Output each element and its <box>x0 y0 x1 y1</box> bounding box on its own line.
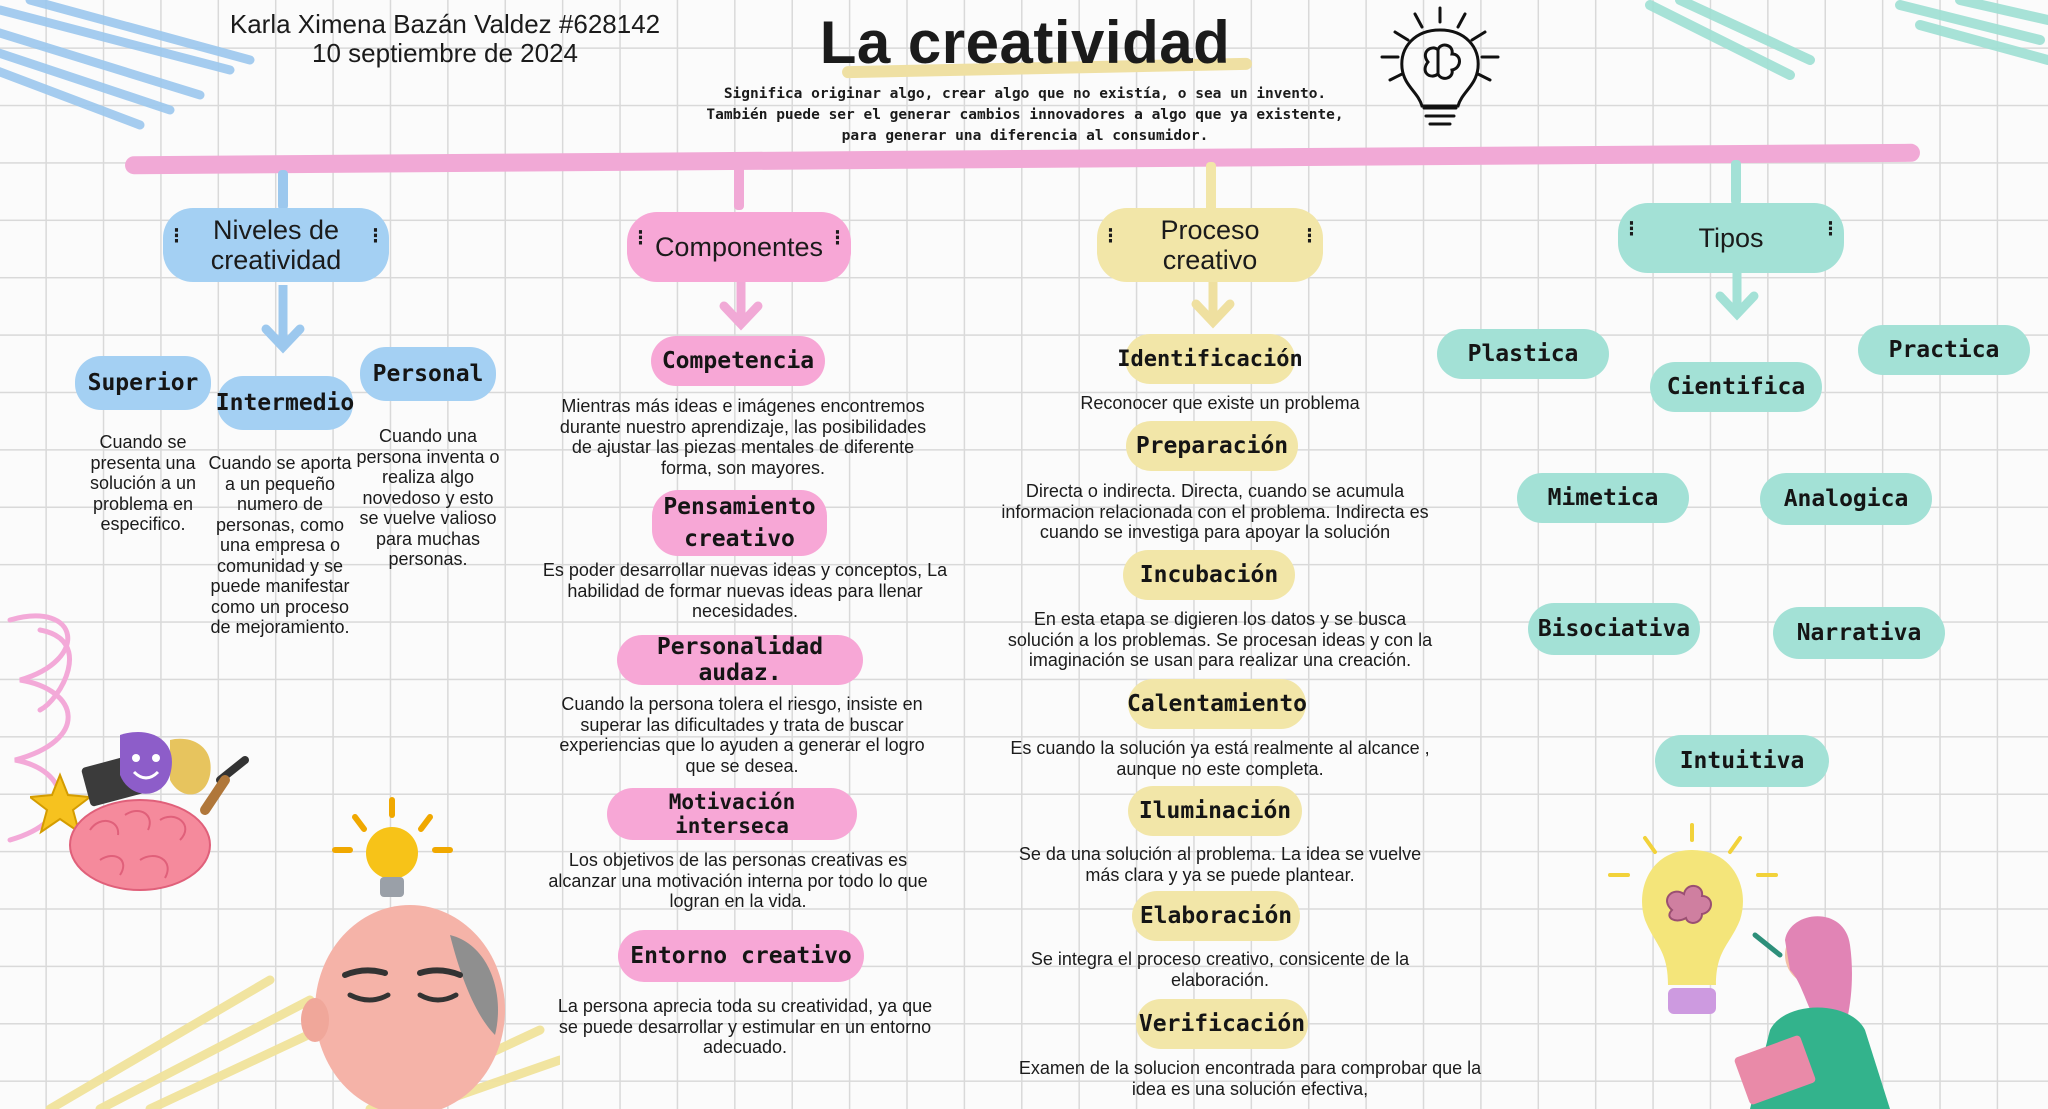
connector-niveles <box>278 170 288 210</box>
componente-pensamiento-creativo: Pensamiento creativo <box>652 490 827 556</box>
header-tipos: ⁝ Tipos ⁝ <box>1618 203 1844 273</box>
tipo-narrativa: Narrativa <box>1773 607 1945 659</box>
componente-personalidad-desc: Cuando la persona tolera el riesgo, insiste en superar las dificultades y trata de buscar experiencias que lo ayuden a generar el logro que se desea. <box>559 694 925 776</box>
header-proceso-label: Proceso creativo <box>1160 215 1260 275</box>
tipo-intuitiva: Intuitiva <box>1655 735 1829 787</box>
componente-entorno-creativo: Entorno creativo <box>618 930 864 982</box>
page-title: La creatividad <box>819 9 1231 76</box>
brain-arts-illustration <box>30 720 260 900</box>
connector-tipos <box>1731 160 1741 205</box>
student-bulb-illustration <box>1600 820 1900 1109</box>
proceso-iluminacion: Iluminación <box>1128 786 1302 836</box>
proceso-preparacion: Preparación <box>1126 421 1298 471</box>
componente-competencia: Competencia <box>651 336 825 386</box>
componente-motivacion-desc: Los objetivos de las personas creativas es alcanzar una motivación interna por todo lo que logran en la vida. <box>548 850 928 911</box>
author-date: 10 septiembre de 2024 <box>312 38 578 68</box>
arrow-down-niveles <box>260 285 306 355</box>
definition-text: Significa originar algo, crear algo que no existía, o sea un invento. También puede ser el generar cambios innovadores a algo que ya existente, para generar una diferencia al consumidor. <box>706 86 1344 144</box>
connector-proceso <box>1206 162 1216 212</box>
nivel-personal: Personal <box>360 347 496 401</box>
tipo-mimetica: Mimetica <box>1517 473 1689 523</box>
tipo-bisociativa: Bisociativa <box>1528 603 1700 655</box>
tipo-analogica: Analogica <box>1760 473 1932 525</box>
componente-competencia-desc: Mientras más ideas e imágenes encontremos durante nuestro aprendizaje, las posibilidades de ajustar las piezas mentales de diferente forma, son mayores. <box>559 396 927 478</box>
author-info <box>215 10 675 68</box>
componente-motivacion: Motivación interseca <box>607 788 857 840</box>
header-niveles-label: Niveles de creatividad <box>210 215 342 275</box>
teal-scribble-decoration <box>1640 0 2048 90</box>
nivel-personal-desc: Cuando una persona inventa o realiza algo novedoso y esto se vuelve valioso para muchas personas. <box>356 426 500 569</box>
header-componentes: ⁝ Componentes ⁝ <box>627 212 851 282</box>
pink-scribble-decoration <box>0 600 110 900</box>
proceso-iluminacion-desc: Se da una solución al problema. La idea se vuelve más clara y ya se puede plantear. <box>1018 844 1422 885</box>
componente-personalidad-audaz: Personalidad audaz. <box>617 635 863 685</box>
nivel-superior: Superior <box>75 356 211 410</box>
header-tipos-label: Tipos <box>1698 223 1764 253</box>
proceso-calentamiento-desc: Es cuando la solución ya está realmente al alcance , aunque no este completa. <box>1010 738 1430 779</box>
proceso-calentamiento: Calentamiento <box>1128 679 1306 729</box>
nivel-intermedio: Intermedio <box>217 376 353 430</box>
header-componentes-label: Componentes <box>654 232 824 262</box>
yellow-scribble-decoration <box>40 970 560 1109</box>
tipo-plastica: Plastica <box>1437 329 1609 379</box>
nivel-intermedio-desc: Cuando se aporta a un pequeño numero de personas, como una empresa o comunidad y se puede manifestar como un proceso de mejoramiento. <box>208 453 352 637</box>
header-niveles: ⁝ Niveles de creatividad ⁝ <box>163 208 389 282</box>
header-proceso: ⁝ Proceso creativo ⁝ <box>1097 208 1323 282</box>
main-connector-bar <box>125 144 1920 175</box>
proceso-elaboracion: Elaboración <box>1132 891 1300 941</box>
proceso-incubacion-desc: En esta etapa se digieren los datos y se busca solución a los problemas. Se procesan ideas y con la imaginación se usan para realizar una creación. <box>1007 609 1433 670</box>
proceso-verificacion: Verificación <box>1136 999 1308 1049</box>
proceso-incubacion: Incubación <box>1123 550 1295 600</box>
proceso-preparacion-desc: Directa o indirecta. Directa, cuando se acumula informacion relacionada con el problema. Indirecta es cuando se investiga para apoyar la solución <box>1001 481 1429 542</box>
lightbulb-brain-icon <box>1370 2 1510 137</box>
proceso-elaboracion-desc: Se integra el proceso creativo, consicente de la elaboración. <box>1030 949 1410 990</box>
bulb-head-illustration <box>300 795 520 1109</box>
componente-entorno-desc: La persona aprecia toda su creatividad, ya que se puede desarrollar y estimular en un entorno adecuado. <box>557 996 933 1057</box>
author-name: Karla Ximena Bazán Valdez #628142 <box>229 9 661 39</box>
proceso-identificacion-desc: Reconocer que existe un problema <box>1080 393 1360 413</box>
nivel-superior-desc: Cuando se presenta una solución a un problema en especifico. <box>89 432 197 534</box>
proceso-identificacion: Identificación <box>1125 334 1295 384</box>
connector-componentes <box>734 165 744 210</box>
proceso-verificacion-desc: Examen de la solucion encontrada para comprobar que la idea es una solución efectiva, <box>1018 1058 1482 1099</box>
tipo-practica: Practica <box>1858 325 2030 375</box>
tipo-cientifica: Cientifica <box>1650 362 1822 412</box>
componente-pensamiento-desc: Es poder desarrollar nuevas ideas y conceptos, La habilidad de formar nuevas ideas para llenar necesidades. <box>542 560 948 621</box>
